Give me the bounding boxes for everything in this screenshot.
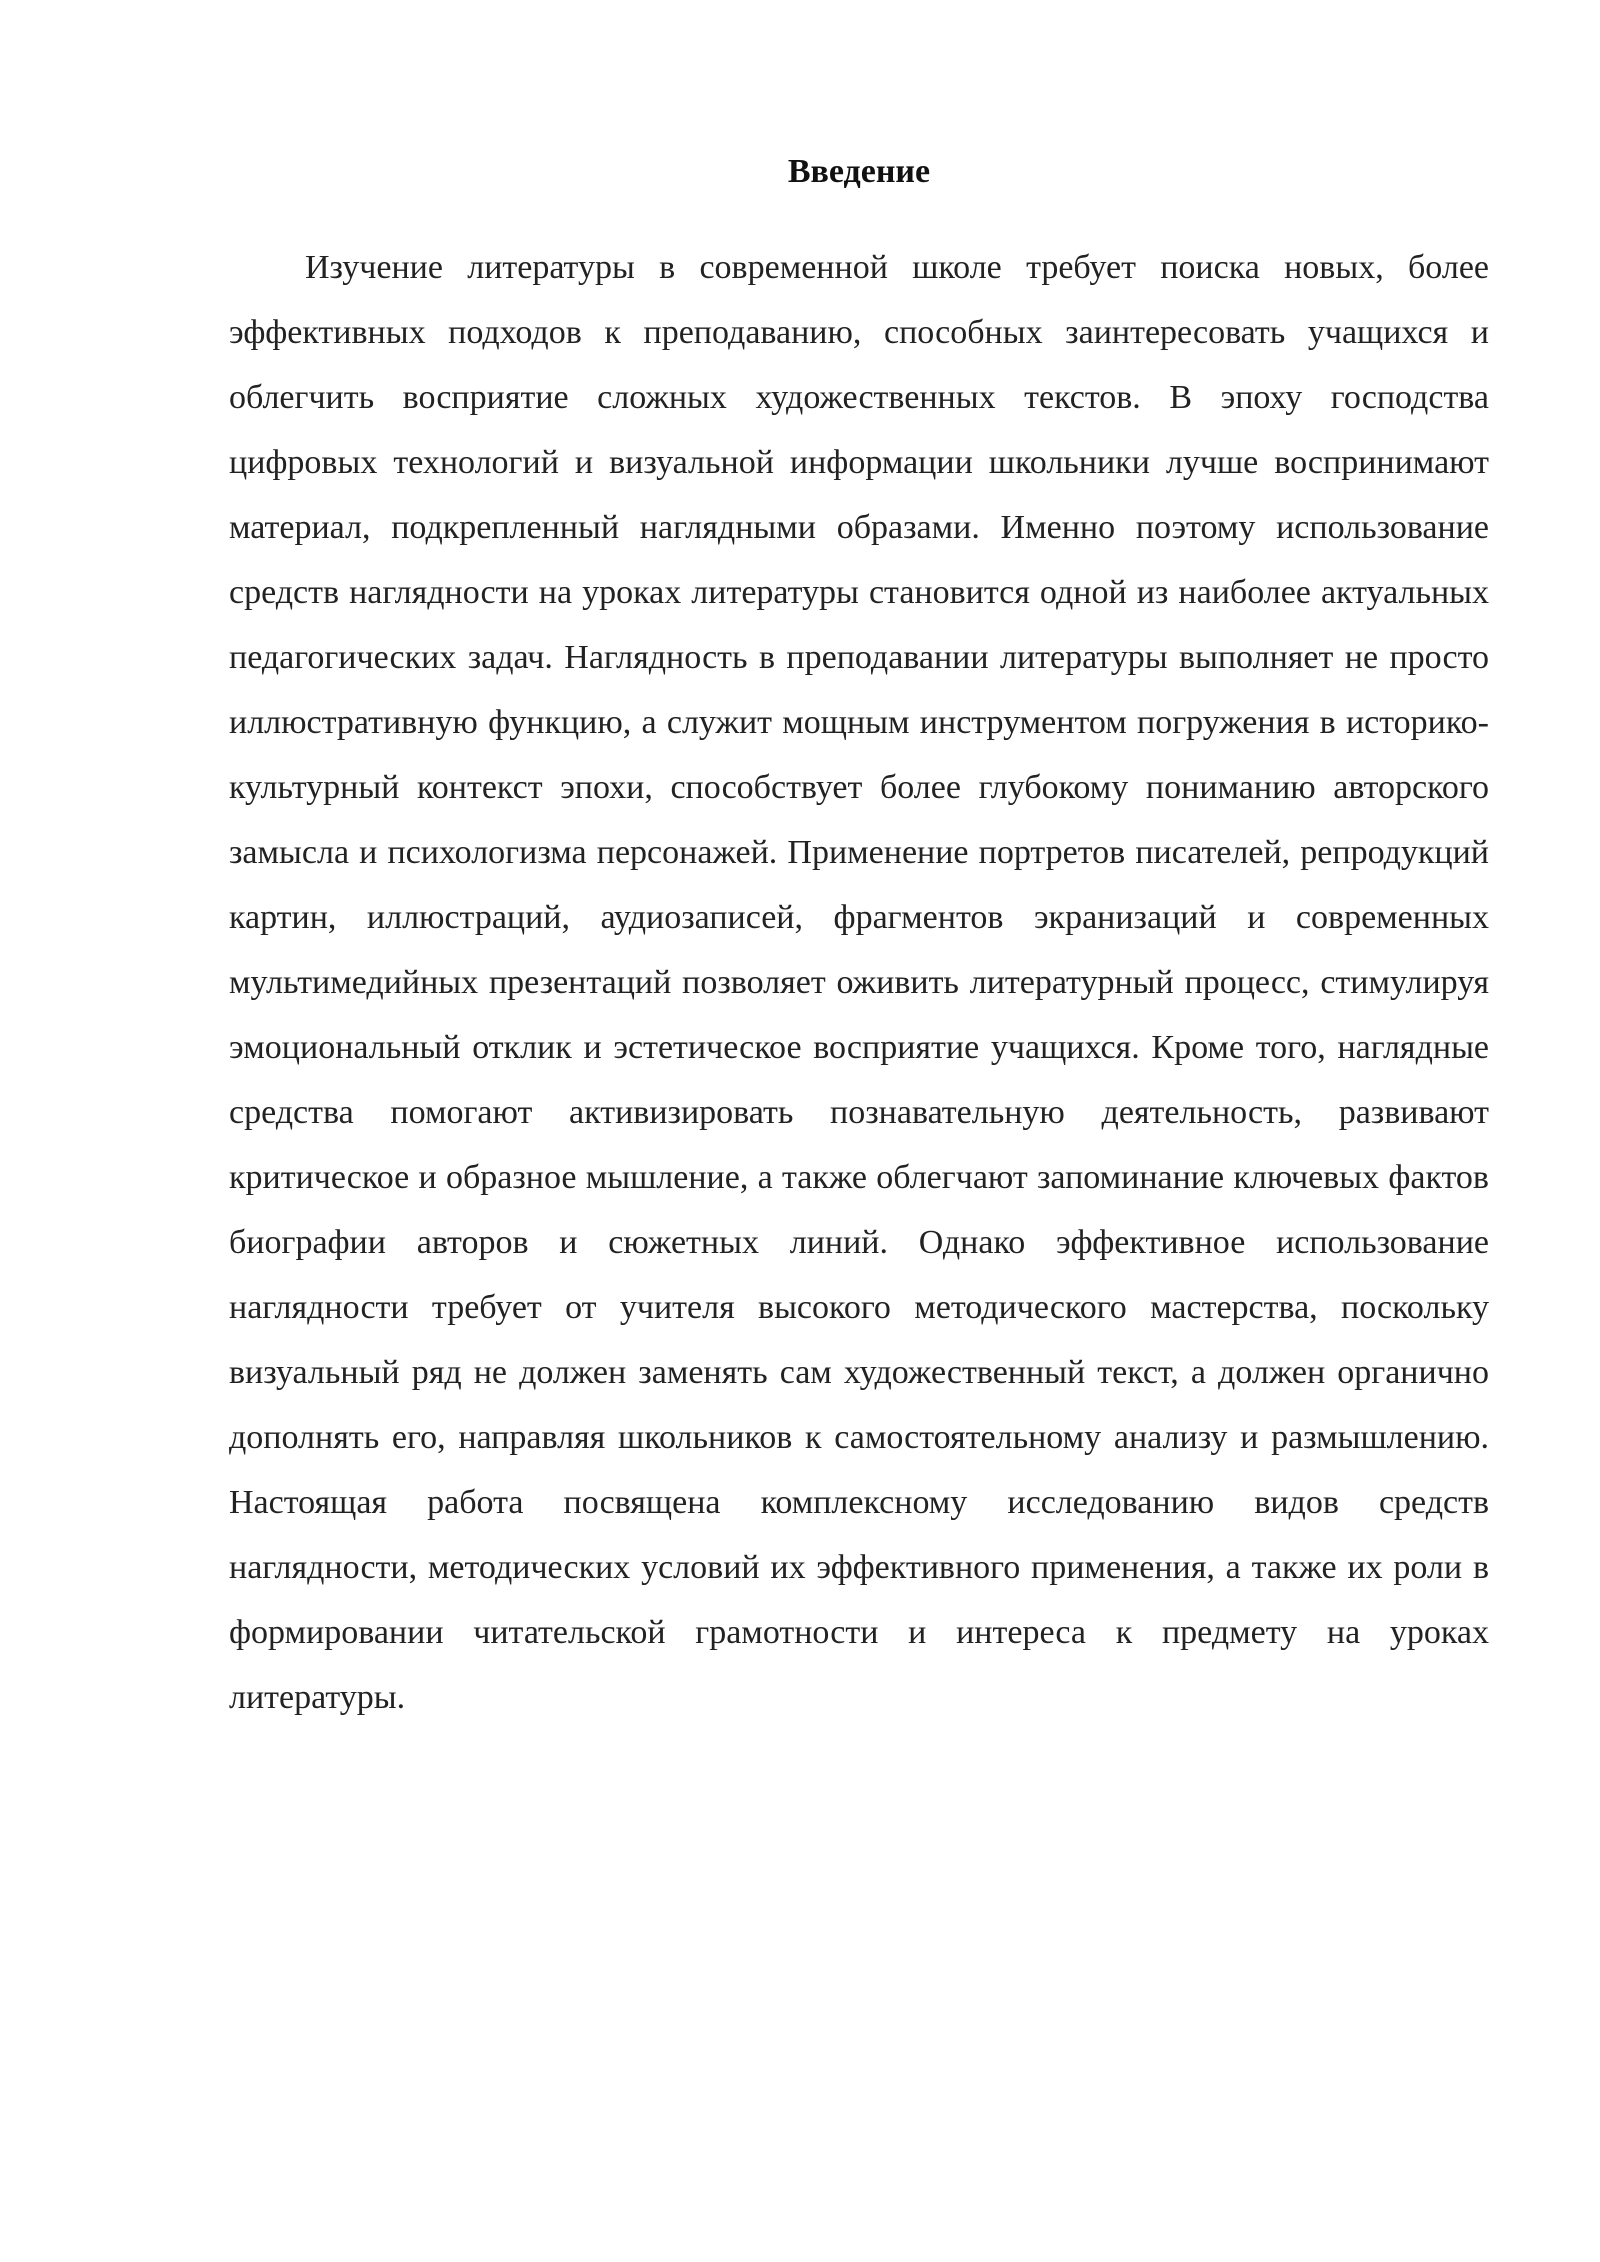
body-paragraph: Изучение литературы в современной школе требует поиска новых, более эффективных подходов к преподаванию, способных заинтересовать учащихся и облегчить восприятие сложных художественных текстов. В эпоху господства цифровых технологий и визуальной информации школьники лучше воспринимают материал, подкрепленный наглядными образами. Именно поэтому использование средств наглядности на уроках литературы становится одной из наиболее актуальных педагогических задач. Наглядность в преподавании литературы выполняет не просто иллюстративную функцию, а служит мощным инструментом погружения в историко-культурный контекст эпохи, способствует более глубокому пониманию авторского замысла и психологизма персонажей. Применение портретов писателей, репродукций картин, иллюстраций, аудиозаписей, фрагментов экранизаций и современных мультимедийных презентаций позволяет оживить литературный процесс, стимулируя эмоциональный отклик и эстетическое восприятие учащихся. Кроме того, наглядные средства помогают активизировать познавательную деятельность, развивают критическое и образное мышление, а также облегчают запоминание ключевых фактов биографии авторов и сюжетных линий. Однако эффективное использование наглядности требует от учителя высокого методического мастерства, поскольку визуальный ряд не должен заменять сам художественный текст, а должен органично дополнять его, направляя школьников к самостоятельному анализу и размышлению. Настоящая работа посвящена комплексному исследованию видов средств наглядности, методических условий их эффективного применения, а также их роли в формировании читательской грамотности и интереса к предмету на уроках литературы. — [229, 249, 1489, 1716]
section-heading: Введение — [787, 153, 931, 190]
